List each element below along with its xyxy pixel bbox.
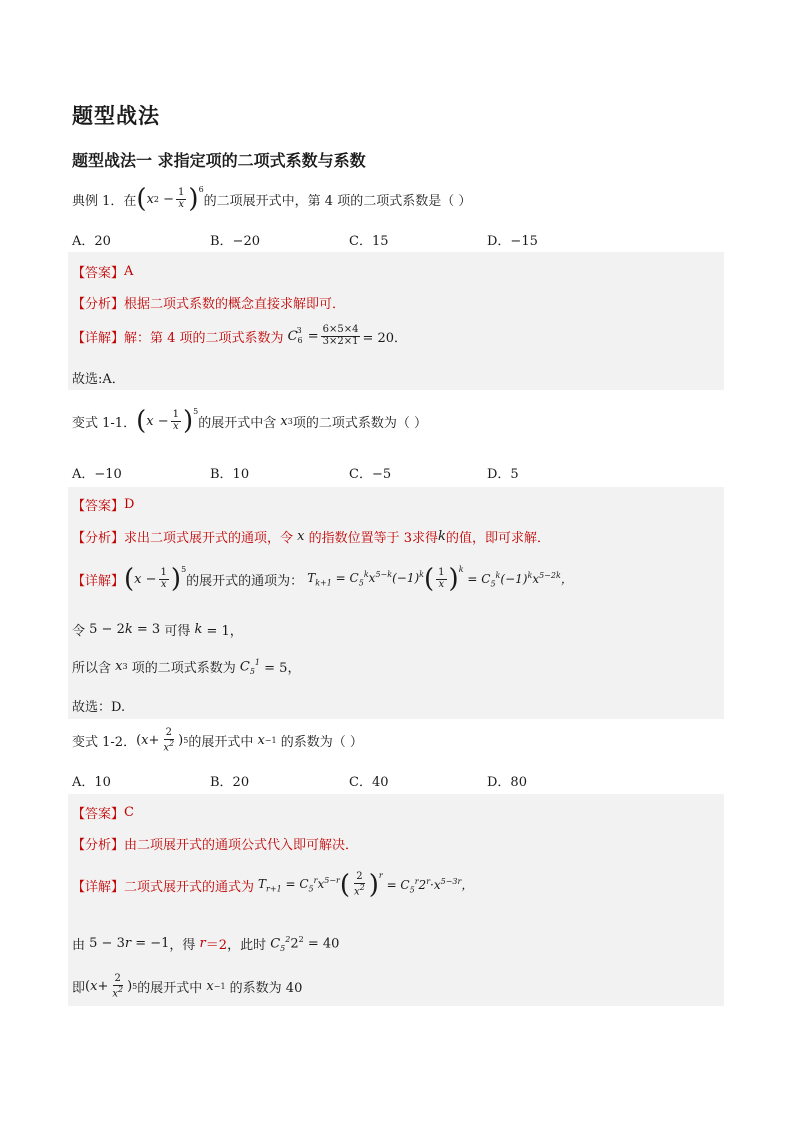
detail-line: 【详解】 ( x − $\frac{1}{x}$ ) $^5$ 的展开式的通项为： $T_{k+1} = C_5^kx^{5-k}(-1)^k$ ( $\frac{1}{x}$ ) $^k$ = $C_5^k(-1)^kx^{5-2k}$， bbox=[72, 564, 573, 594]
step-line-1: 令 5 − 2 k = 3 可得 k = 1， bbox=[72, 622, 243, 639]
option-a[interactable]: A．−10 bbox=[72, 467, 122, 482]
example-1-question: 典例 1．在 ( x 2 − $\frac{1}{x}$ ) $^6$ 的二项展开式中，第 4 项的二项式系数是（ ） bbox=[72, 184, 472, 214]
detail-line: 【详解】 二项式展开式的通式为 $T_{r+1} = C_5^rx^{5-r}$ ( $\frac{2}{x^2}$ ) $^r$ = $C_5^r2^r\cdot x^{5-3r}$， bbox=[72, 870, 474, 900]
step-line-1: 由 5 − 3 r = −1 ，得 r ＝2 ，此时 $C_5^2$ $2^2 = 40$ bbox=[72, 934, 340, 953]
option-a[interactable]: A．10 bbox=[72, 775, 111, 790]
option-c[interactable]: C．40 bbox=[349, 775, 389, 790]
answer-value: A bbox=[124, 264, 134, 279]
option-a[interactable]: A．20 bbox=[72, 234, 111, 249]
analysis-line: 【分析】 求出二项式展开式的通项，令 x 的指数位置等于 3求得 k 的值，即可求解． bbox=[72, 529, 550, 546]
analysis-line: 【分析】 由二项展开式的通项公式代入即可解决． bbox=[72, 838, 359, 853]
solution-block-1 bbox=[68, 252, 724, 390]
option-c[interactable]: C．−5 bbox=[349, 467, 392, 482]
option-d[interactable]: D．−15 bbox=[487, 234, 538, 249]
option-b[interactable]: B．10 bbox=[210, 467, 250, 482]
answer-line: 【答案】 A bbox=[72, 264, 134, 281]
variant-1-2-question: 变式 1-2． ( x + $\frac{2}{x^2}$ ) 5 的展开式中 x −1 的系数为（ ） bbox=[72, 727, 363, 753]
answer-line: 【答案】 C bbox=[72, 805, 134, 822]
page-title: 题型战法 bbox=[72, 104, 160, 128]
option-c[interactable]: C．15 bbox=[349, 234, 389, 249]
solution-block-2 bbox=[68, 487, 724, 719]
question-prefix: 典例 1．在 bbox=[72, 193, 137, 209]
conclusion-line: 故选:A． bbox=[72, 372, 125, 387]
option-d[interactable]: D．80 bbox=[487, 775, 527, 790]
variant-1-1-question: 变式 1-1． ( x − $\frac{1}{x}$ ) $^5$ 的展开式中含 x 3 项的二项式系数为（ ） bbox=[72, 406, 427, 436]
question-suffix: 的二项展开式中，第 4 项的二项式系数是（ ） bbox=[203, 193, 472, 209]
step-line-2: 所以含 x 3 项的二项式系数为 $C_5^1$ = 5， bbox=[72, 657, 301, 676]
detail-line: 【详解】 解：第 4 项的二项式系数为 C $_6$ $^3$ = $\frac{6\times 5\times 4}{3\times 2\times 1}$ = 20． bbox=[72, 324, 408, 347]
step-line-2: 即 ( x + $\frac{2}{x^2}$ ) 5 的展开式中 x −1 的系数为 40 bbox=[72, 973, 303, 999]
option-b[interactable]: B．20 bbox=[210, 775, 250, 790]
answer-line: 【答案】 D bbox=[72, 497, 135, 514]
conclusion-line: 故选：D. bbox=[72, 700, 126, 715]
option-d[interactable]: D．5 bbox=[487, 467, 519, 482]
analysis-line: 【分析】 根据二项式系数的概念直接求解即可． bbox=[72, 297, 346, 312]
option-b[interactable]: B．−20 bbox=[210, 234, 260, 249]
section-heading: 题型战法一 求指定项的二项式系数与系数 bbox=[72, 151, 366, 170]
